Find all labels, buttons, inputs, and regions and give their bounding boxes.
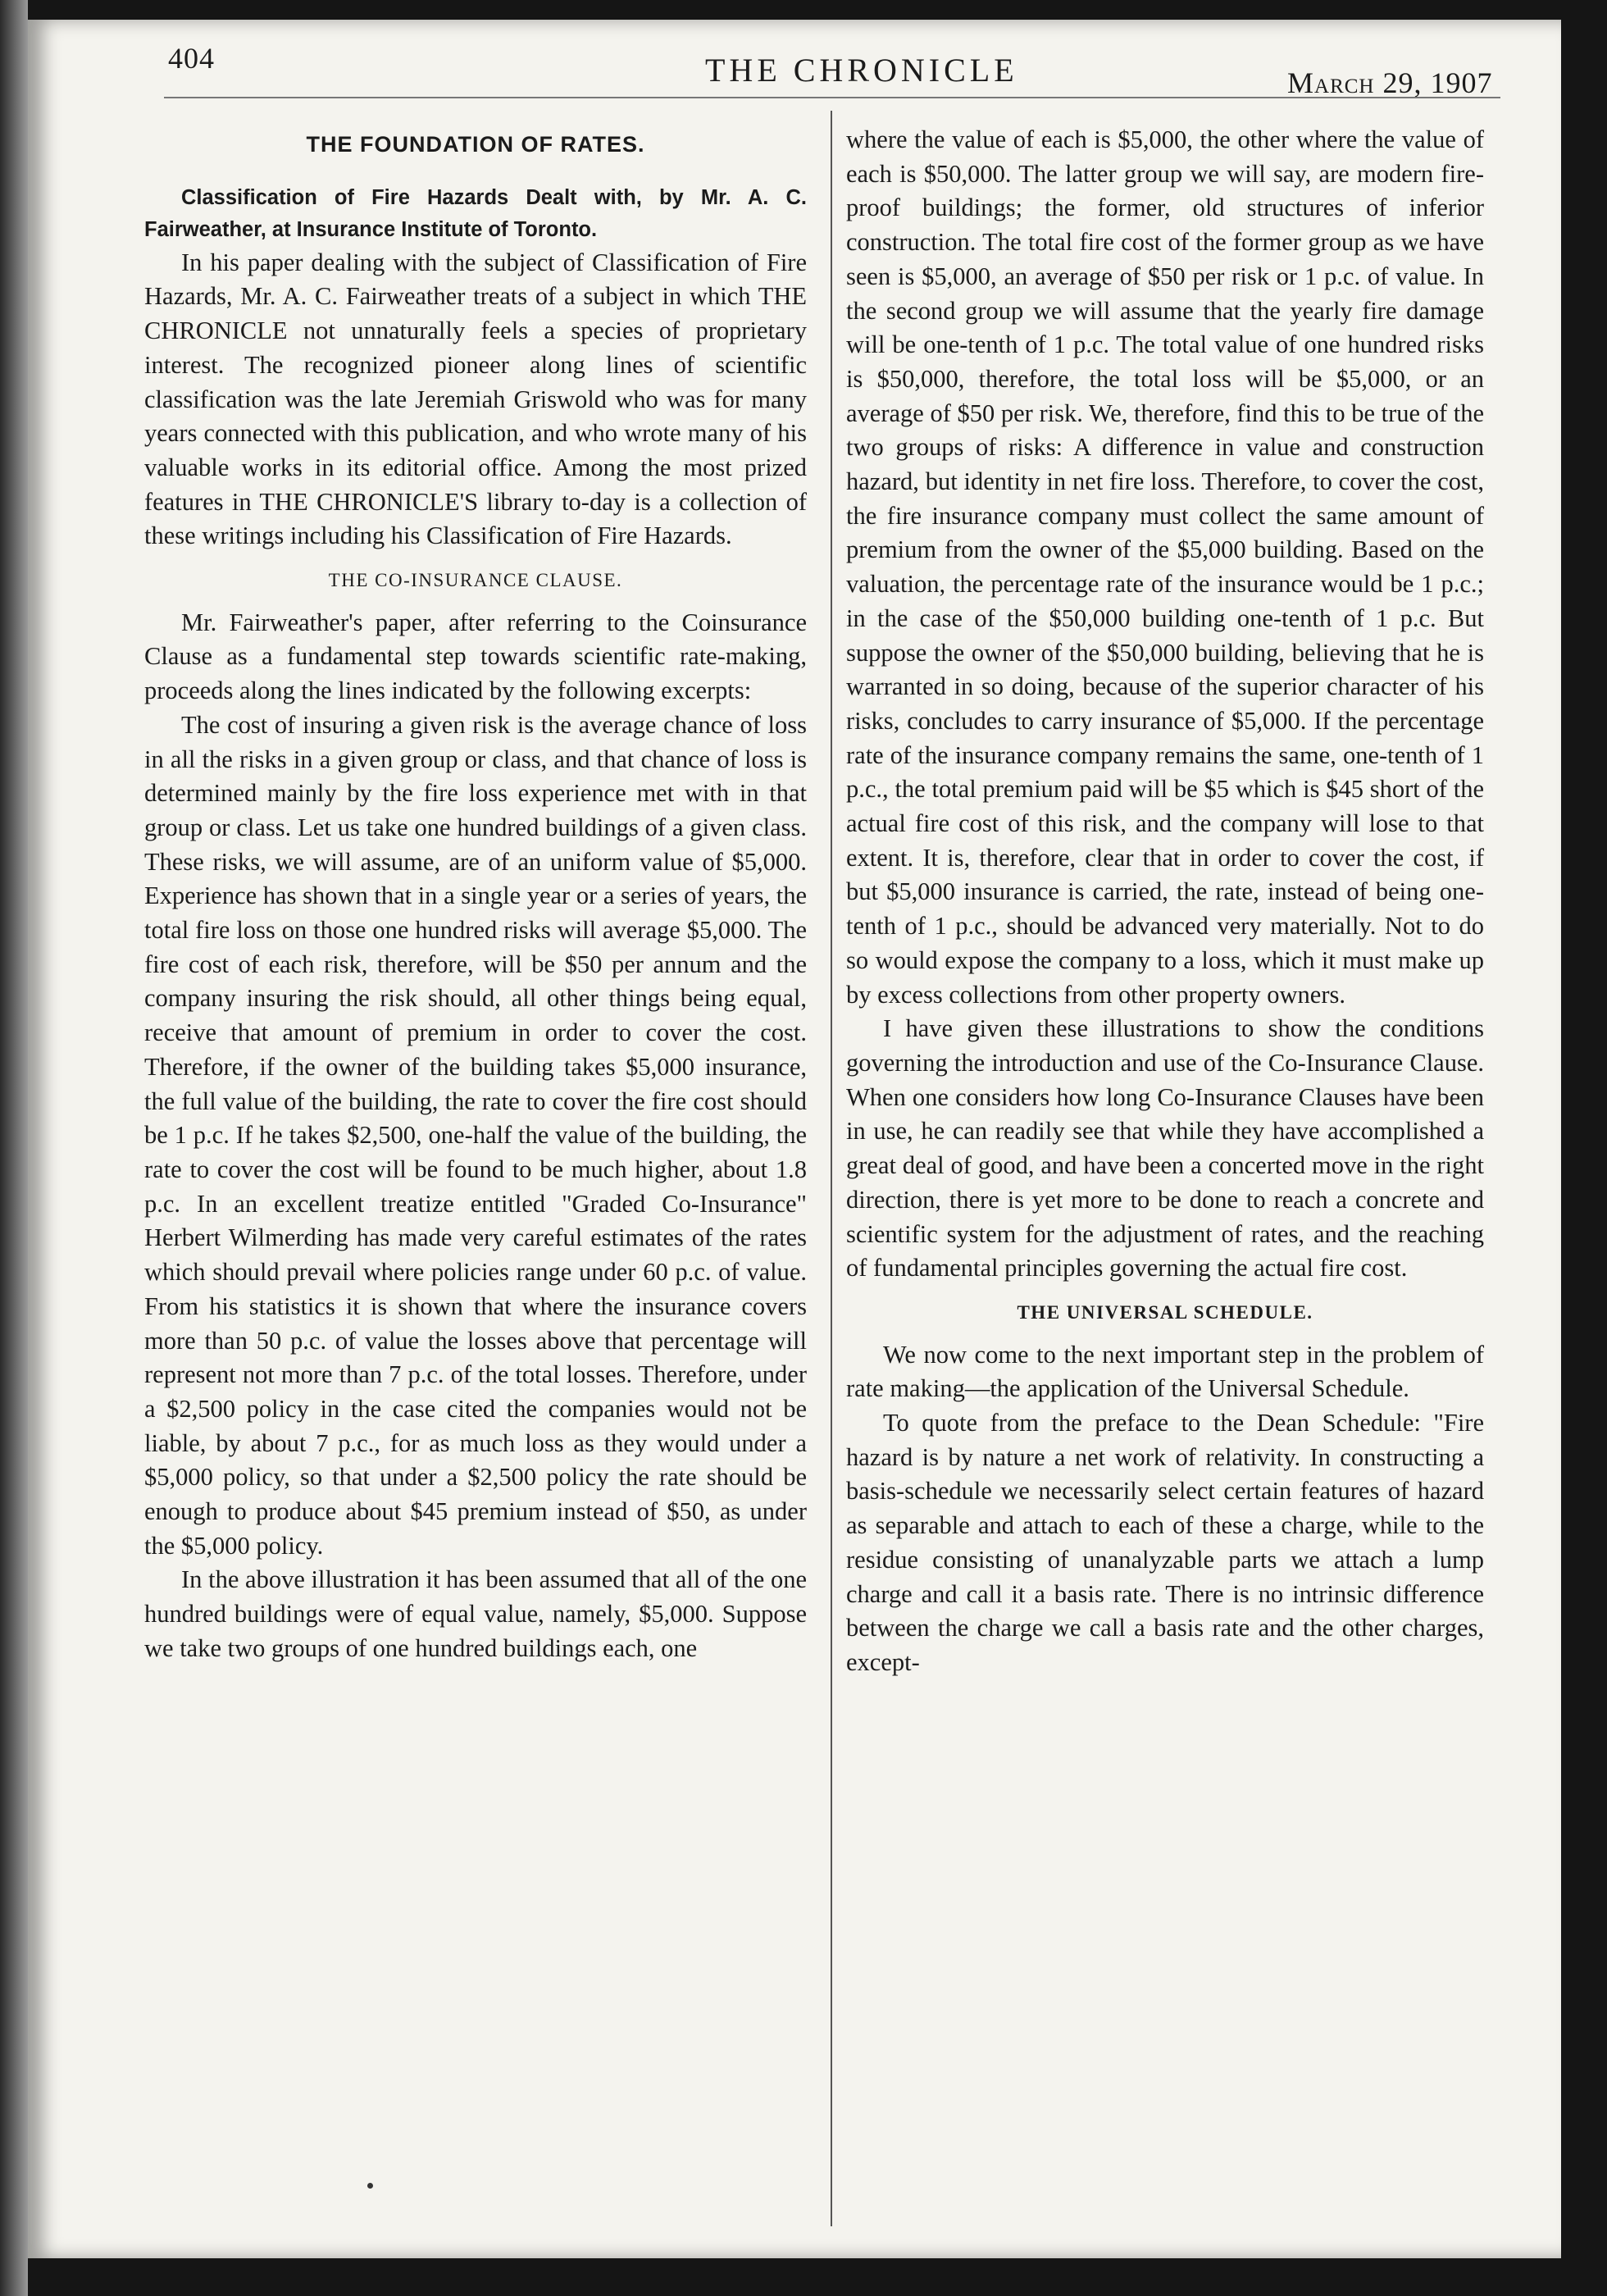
- paragraph: To quote from the preface to the Dean Schedule: "Fire hazard is by nature a net work of relativity. In constructing a basis-schedule we necessarily select certain features of hazard as separable and attach to each of these a charge, while to the residue consisting of unanalyzable parts we attach a lump charge and call it a basis rate. There is no intrinsic difference between the charge we call a basis rate and the other charges, except-: [846, 1409, 1484, 1676]
- paragraph: We now come to the next important step in the problem of rate making—the application of the Universal Schedule.: [846, 1340, 1484, 1403]
- article-subtitle: Classification of Fire Hazards Dealt with, by Mr. A. C. Fairweather, at Insurance Institute of Toronto.: [144, 185, 807, 241]
- column-divider: [831, 111, 832, 2226]
- scan-binding-edge: [0, 0, 28, 2296]
- page-number: 404: [168, 42, 215, 75]
- article-title: THE FOUNDATION OF RATES.: [306, 132, 645, 157]
- print-speck: [367, 2183, 373, 2189]
- header-rule: [164, 97, 1500, 98]
- paragraph: In the above illustration it has been assumed that all of the one hundred buildings were of equal value, namely, $5,000. Suppose we take two groups of one hundred buildings each, one: [144, 1565, 807, 1662]
- section-heading-universal-schedule: THE UNIVERSAL SCHEDULE.: [1017, 1301, 1313, 1323]
- paragraph-continued: where the value of each is $5,000, the other where the value of each is $50,000. The latter group we will say, are modern fire-proof buildings; the former, old structures of inferior construction. The total fire cost of the former group as we have seen is $5,000, an average of $50 per risk or 1 p.c. of value. In the second group we will assume that the yearly fire damage will be one-tenth of 1 p.c. The total value of one hundred risks is $50,000, therefore, the total loss will be $5,000, or an average of $50 per risk. We, therefore, find this to be true of the two groups of risks: A difference in value and construction hazard, but identity in net fire loss. Therefore, to cover the cost, the fire insurance company must collect the same amount of premium from the owner of the $5,000 building. Based on the valuation, the percentage rate of the insurance would be 1 p.c.; in the case of the $50,000 building one-tenth of 1 p.c. But suppose the owner of the $50,000 building, believing that he is warranted in so doing, because of the superior character of his risks, concludes to carry insurance of $5,000. If the percentage rate of the insurance company remains the same, one-tenth of 1 p.c., the total premium paid will be $5 which is $45 short of the actual fire cost of this risk, and the company will lose to that extent. It is, therefore, clear that in order to cover the cost, if but $5,000 insurance is carried, the rate, instead of being one-tenth of 1 p.c., should be advanced very materially. Not to do so would expose the company to a loss, which it must make up by excess collections from other property owners.: [846, 125, 1484, 1009]
- paragraph: Mr. Fairweather's paper, after referring to the Coinsurance Clause as a fundamental step towards scientific rate-making, proceeds along the lines indicated by the following excerpts:: [144, 608, 807, 705]
- issue-date: March 29, 1907: [1287, 66, 1493, 99]
- paragraph: The cost of insuring a given risk is the average chance of loss in all the risks in a given group or class, and that chance of loss is determined mainly by the fire loss experience met with in that group or class. Let us take one hundred buildings of a given class. These risks, we will assume, are of an uniform value of $5,000. Experience has shown that in a single year or a series of years, the total fire loss on those one hundred risks will average $5,000. The fire cost of each risk, therefore, will be $50 per annum and the company insuring the risk should, all other things being equal, receive that amount of premium in order to cover the cost. Therefore, if the owner of the building takes $5,000 insurance, the full value of the building, the rate to cover the fire cost should be 1 p.c. If he takes $2,500, one-half the value of the building, the rate to cover the cost will be found to be much higher, about 1.8 p.c. In an excellent treatize entitled "Graded Co-Insurance" Herbert Wilmerding has made very careful estimates of the rates which should prevail where policies range under 60 p.c. of value. From his statistics it is shown that where the insurance covers more than 50 p.c. of value the losses above that percentage will represent not more than 7 p.c. of the total losses. Therefore, under a $2,500 policy in the case cited the companies would not be liable, by about 7 p.c., for as much loss as they would under a $5,000 policy, so that under a $2,500 policy the rate should be enough to produce about $45 premium instead of $50, as under the $5,000 policy.: [144, 710, 807, 1560]
- paragraph: I have given these illustrations to show the conditions governing the introduction and use of the Co-Insurance Clause. When one considers how long Co-Insurance Clauses have been in use, he can readily see that while they have accomplished a great deal of good, and have been a concerted move in the right direction, there is yet more to be done to reach a concrete and scientific system for the adjustment of rates, and the reaching of fundamental principles governing the actual fire cost.: [846, 1014, 1484, 1282]
- intro-paragraph: In his paper dealing with the subject of Classification of Fire Hazards, Mr. A. C. Fairweather treats of a subject in which THE CHRONICLE not unnaturally feels a species of proprietary interest. The recognized pioneer along lines of scientific classification was the late Jeremiah Griswold who was for many years connected with this publication, and who wrote many of his valuable works in its editorial office. Among the most prized features in THE CHRONICLE'S library to-day is a collection of these writings including his Classification of Fire Hazards.: [144, 248, 807, 550]
- publication-title: THE CHRONICLE: [705, 52, 1018, 89]
- right-column: [846, 123, 1484, 1680]
- section-heading-coinsurance: THE CO-INSURANCE CLAUSE.: [328, 570, 623, 591]
- left-column: [144, 123, 807, 1666]
